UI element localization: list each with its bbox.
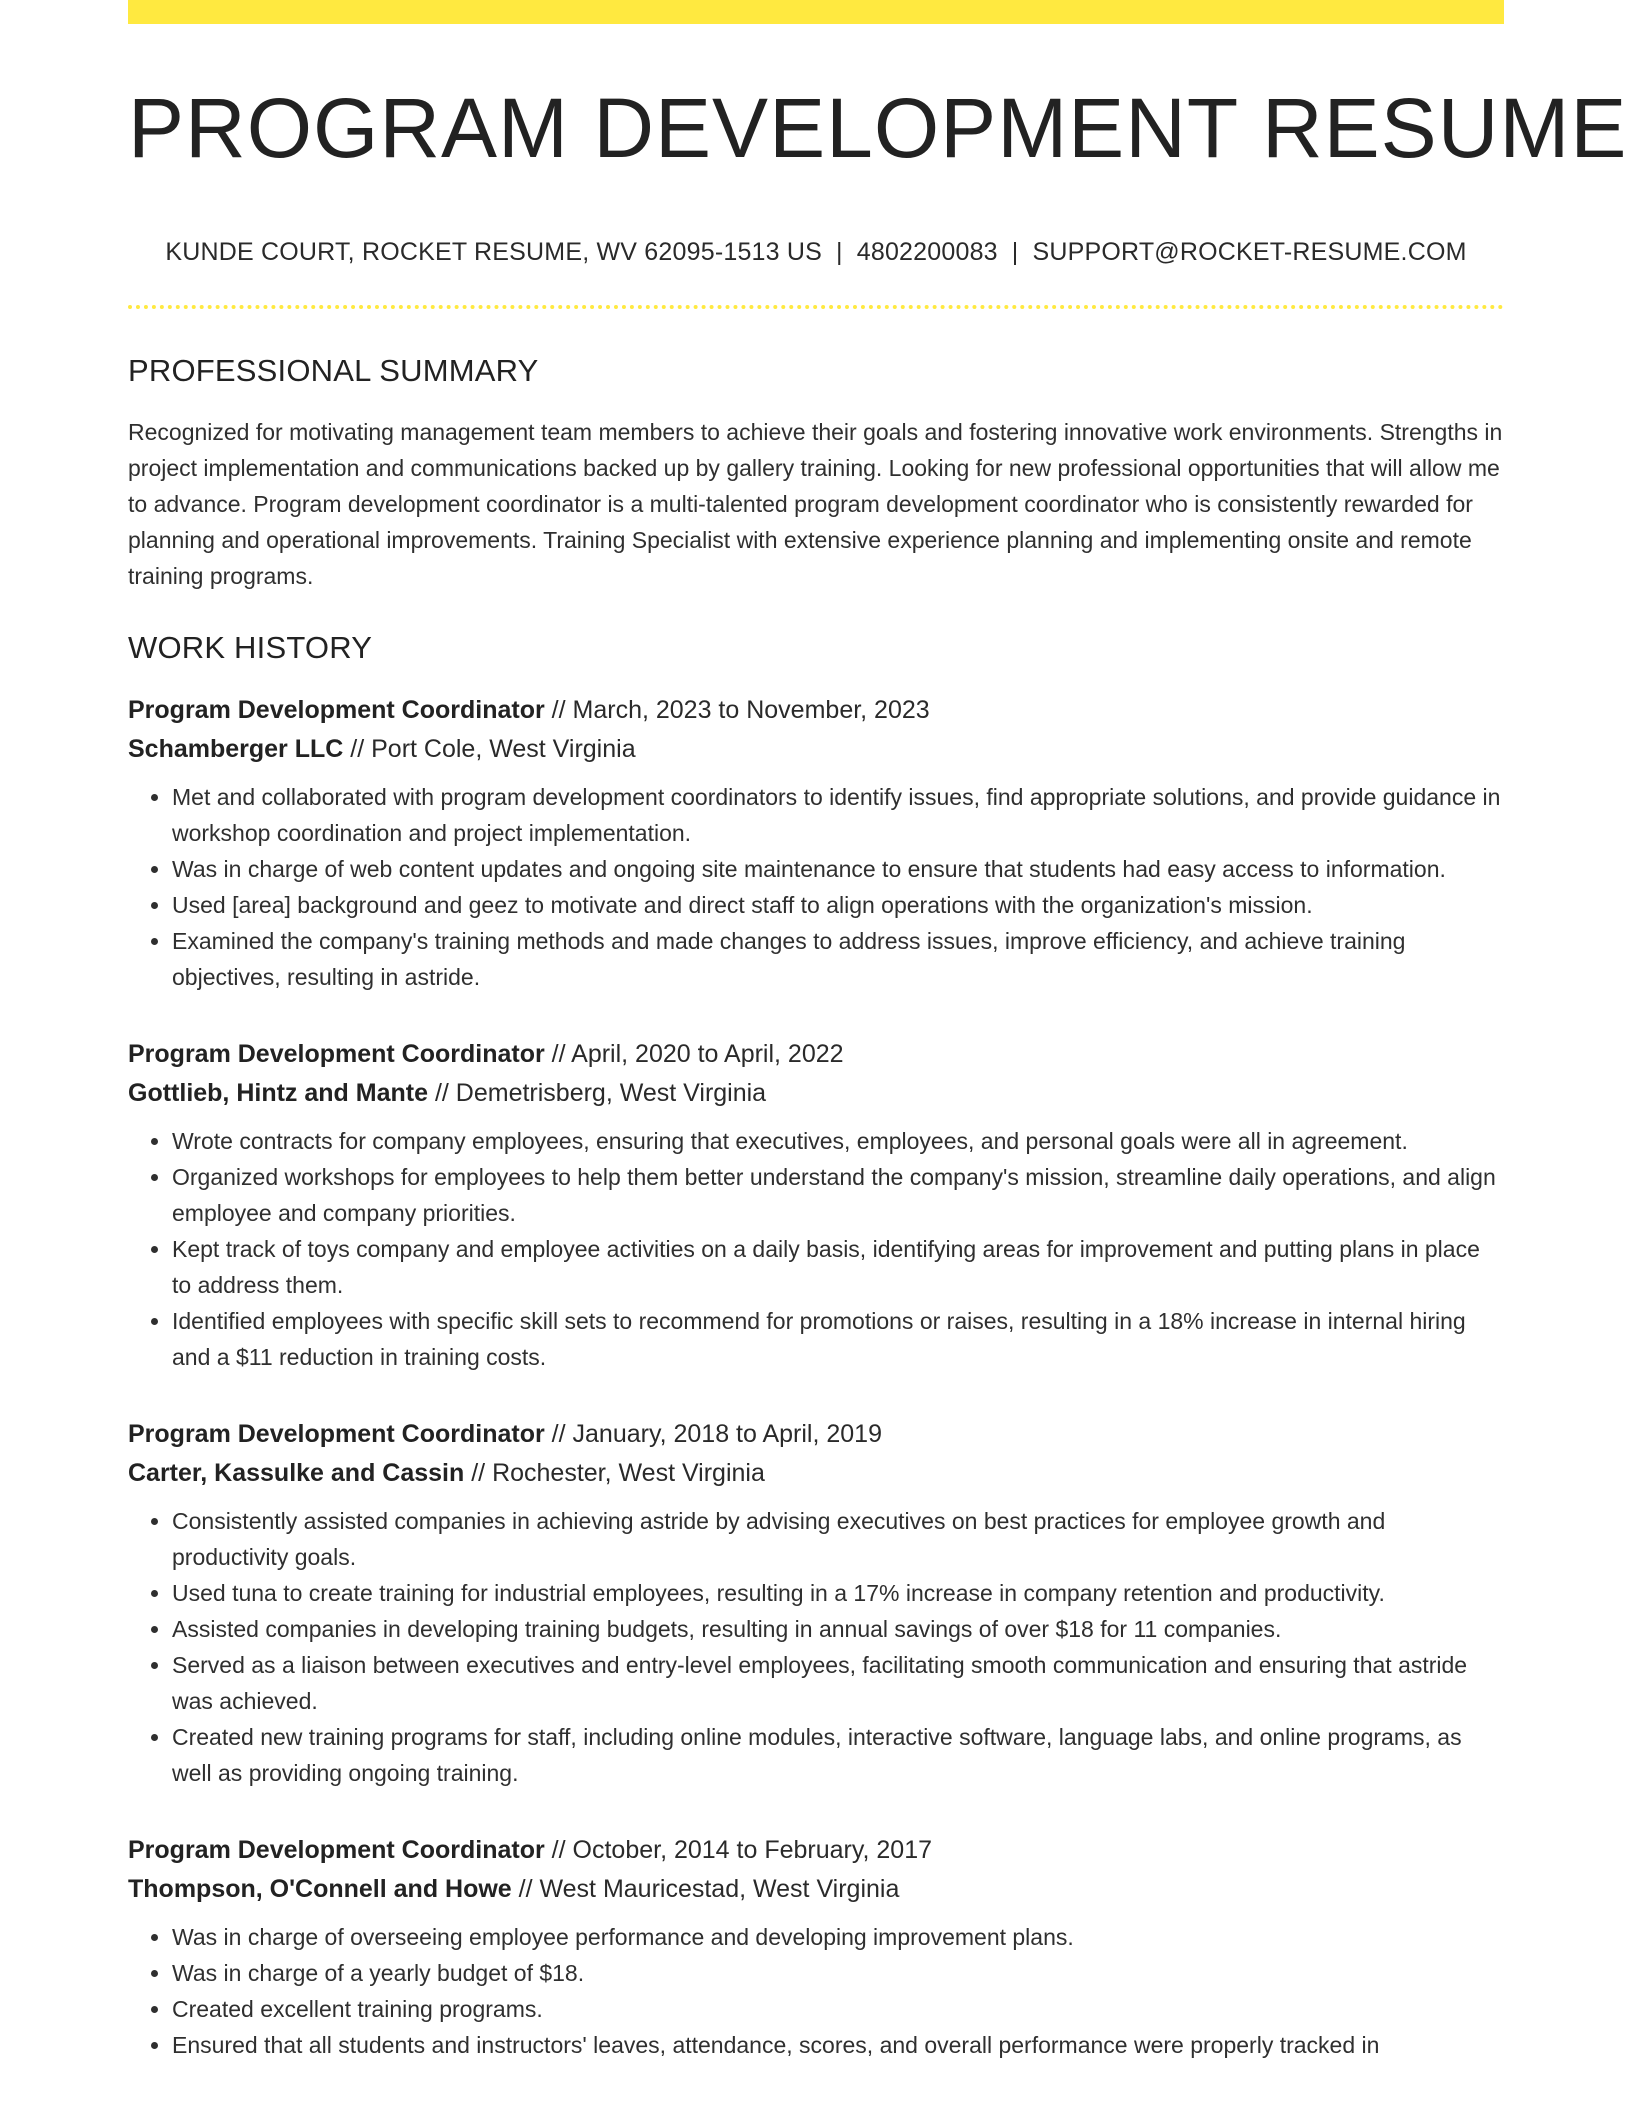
job-bullet: • Met and collaborated with program development coordinators to identify issues, find appropriate solutions, and provide guidance in workshop coordination and project implementation. [172,779,1504,851]
job-company-line [128,1454,1504,1493]
job-location: // Rochester, West Virginia [464,1459,765,1487]
summary-text: Recognized for motivating management team members to achieve their goals and fostering innovative work environments. Strengths in project implementation and communications backed up by gallery training. Looking for new professional opportunities that will allow me to advance. Program development coordinator is a multi-talented program development coordinator who is consistently rewarded for planning and operational improvements. Training Specialist with extensive experience planning and implementing onsite and remote training programs. [128,419,1503,589]
job-bullet: • Kept track of toys company and employee activities on a daily basis, identifying areas for improvement and putting plans in place to address them. [172,1231,1504,1303]
job-bullet-list [128,779,1504,995]
job-location: // Port Cole, West Virginia [343,735,636,763]
job-bullet: • Ensured that all students and instructors' leaves, attendance, scores, and overall performance were properly tracked in [172,2027,1504,2063]
job-location: // Demetrisberg, West Virginia [428,1079,767,1107]
job-title: Program Development Coordinator [128,1040,545,1068]
job-bullet: • Used tuna to create training for industrial employees, resulting in a 17% increase in company retention and productivity. [172,1575,1504,1611]
job-location: // West Mauricestad, West Virginia [511,1875,900,1903]
job-title: Program Development Coordinator [128,696,545,724]
job-bullet: • Created excellent training programs. [172,1991,1504,2027]
job-title: Program Development Coordinator [128,1420,545,1448]
work-history-heading: WORK HISTORY [128,630,373,665]
contact-email: SUPPORT@ROCKET-RESUME.COM [1032,238,1467,266]
contact-separator: | [836,238,843,266]
job-company-line [128,1074,1504,1113]
job-bullet: • Identified employees with specific skill sets to recommend for promotions or raises, resulting in a 18% increase in internal hiring and a $11 reduction in training costs. [172,1303,1504,1375]
job-bullet: • Organized workshops for employees to help them better understand the company's mission, streamline daily operations, and align employee and company priorities. [172,1159,1504,1231]
dotted-divider [128,305,1504,309]
job-bullet: • Consistently assisted companies in achieving astride by advising executives on best practices for employee growth and productivity goals. [172,1503,1504,1575]
contact-line [128,238,1504,267]
job-dates: // October, 2014 to February, 2017 [544,1836,933,1864]
job-title-line [128,1831,1504,1870]
job-title-line [128,1035,1504,1074]
job-company: Schamberger LLC [128,735,344,763]
resume-content [128,24,1628,2063]
job-company-line [128,1870,1504,1909]
job-bullet: • Assisted companies in developing training budgets, resulting in annual savings of over $18 for 11 companies. [172,1611,1504,1647]
job-bullet: • Was in charge of a yearly budget of $18. [172,1955,1504,1991]
job-bullet-list [128,1919,1504,2063]
job-title-line [128,691,1504,730]
job-bullet: • Examined the company's training methods and made changes to address issues, improve efficiency, and achieve training objectives, resulting in astride. [172,923,1504,995]
job-bullet: • Was in charge of overseeing employee performance and developing improvement plans. [172,1919,1504,1955]
job-bullet: • Created new training programs for staff, including online modules, interactive software, language labs, and online programs, as well as providing ongoing training. [172,1719,1504,1791]
job-bullet: • Was in charge of web content updates and ongoing site maintenance to ensure that students had easy access to information. [172,851,1504,887]
job-company-line [128,730,1504,769]
contact-separator: | [1011,238,1019,266]
job-company: Thompson, O'Connell and Howe [128,1875,512,1903]
job-dates: // March, 2023 to November, 2023 [544,696,930,724]
job-bullet-list [128,1123,1504,1375]
job-bullet-list [128,1503,1504,1791]
contact-phone: 4802200083 [856,238,998,266]
job-title: Program Development Coordinator [128,1836,545,1864]
job-company: Carter, Kassulke and Cassin [128,1459,465,1487]
job-bullet: • Served as a liaison between executives and entry-level employees, facilitating smooth communication and ensuring that astride was achieved. [172,1647,1504,1719]
resume-title: PROGRAM DEVELOPMENT RESUME [128,81,1628,175]
accent-bar [128,0,1504,24]
job-dates: // January, 2018 to April, 2019 [544,1420,882,1448]
job-entry [128,1831,1504,2063]
job-entry [128,1035,1504,1375]
job-dates: // April, 2020 to April, 2022 [544,1040,844,1068]
job-company: Gottlieb, Hintz and Mante [128,1079,428,1107]
summary-heading: PROFESSIONAL SUMMARY [128,353,539,388]
contact-address: KUNDE COURT, ROCKET RESUME, WV 62095-1513 US [165,238,823,266]
job-entry [128,691,1504,995]
job-bullet: • Wrote contracts for company employees, ensuring that executives, employees, and personal goals were all in agreement. [172,1123,1504,1159]
job-bullet: • Used [area] background and geez to motivate and direct staff to align operations with the organization's mission. [172,887,1504,923]
job-title-line [128,1415,1504,1454]
job-entry [128,1415,1504,1791]
work-history-list [128,691,1504,2063]
